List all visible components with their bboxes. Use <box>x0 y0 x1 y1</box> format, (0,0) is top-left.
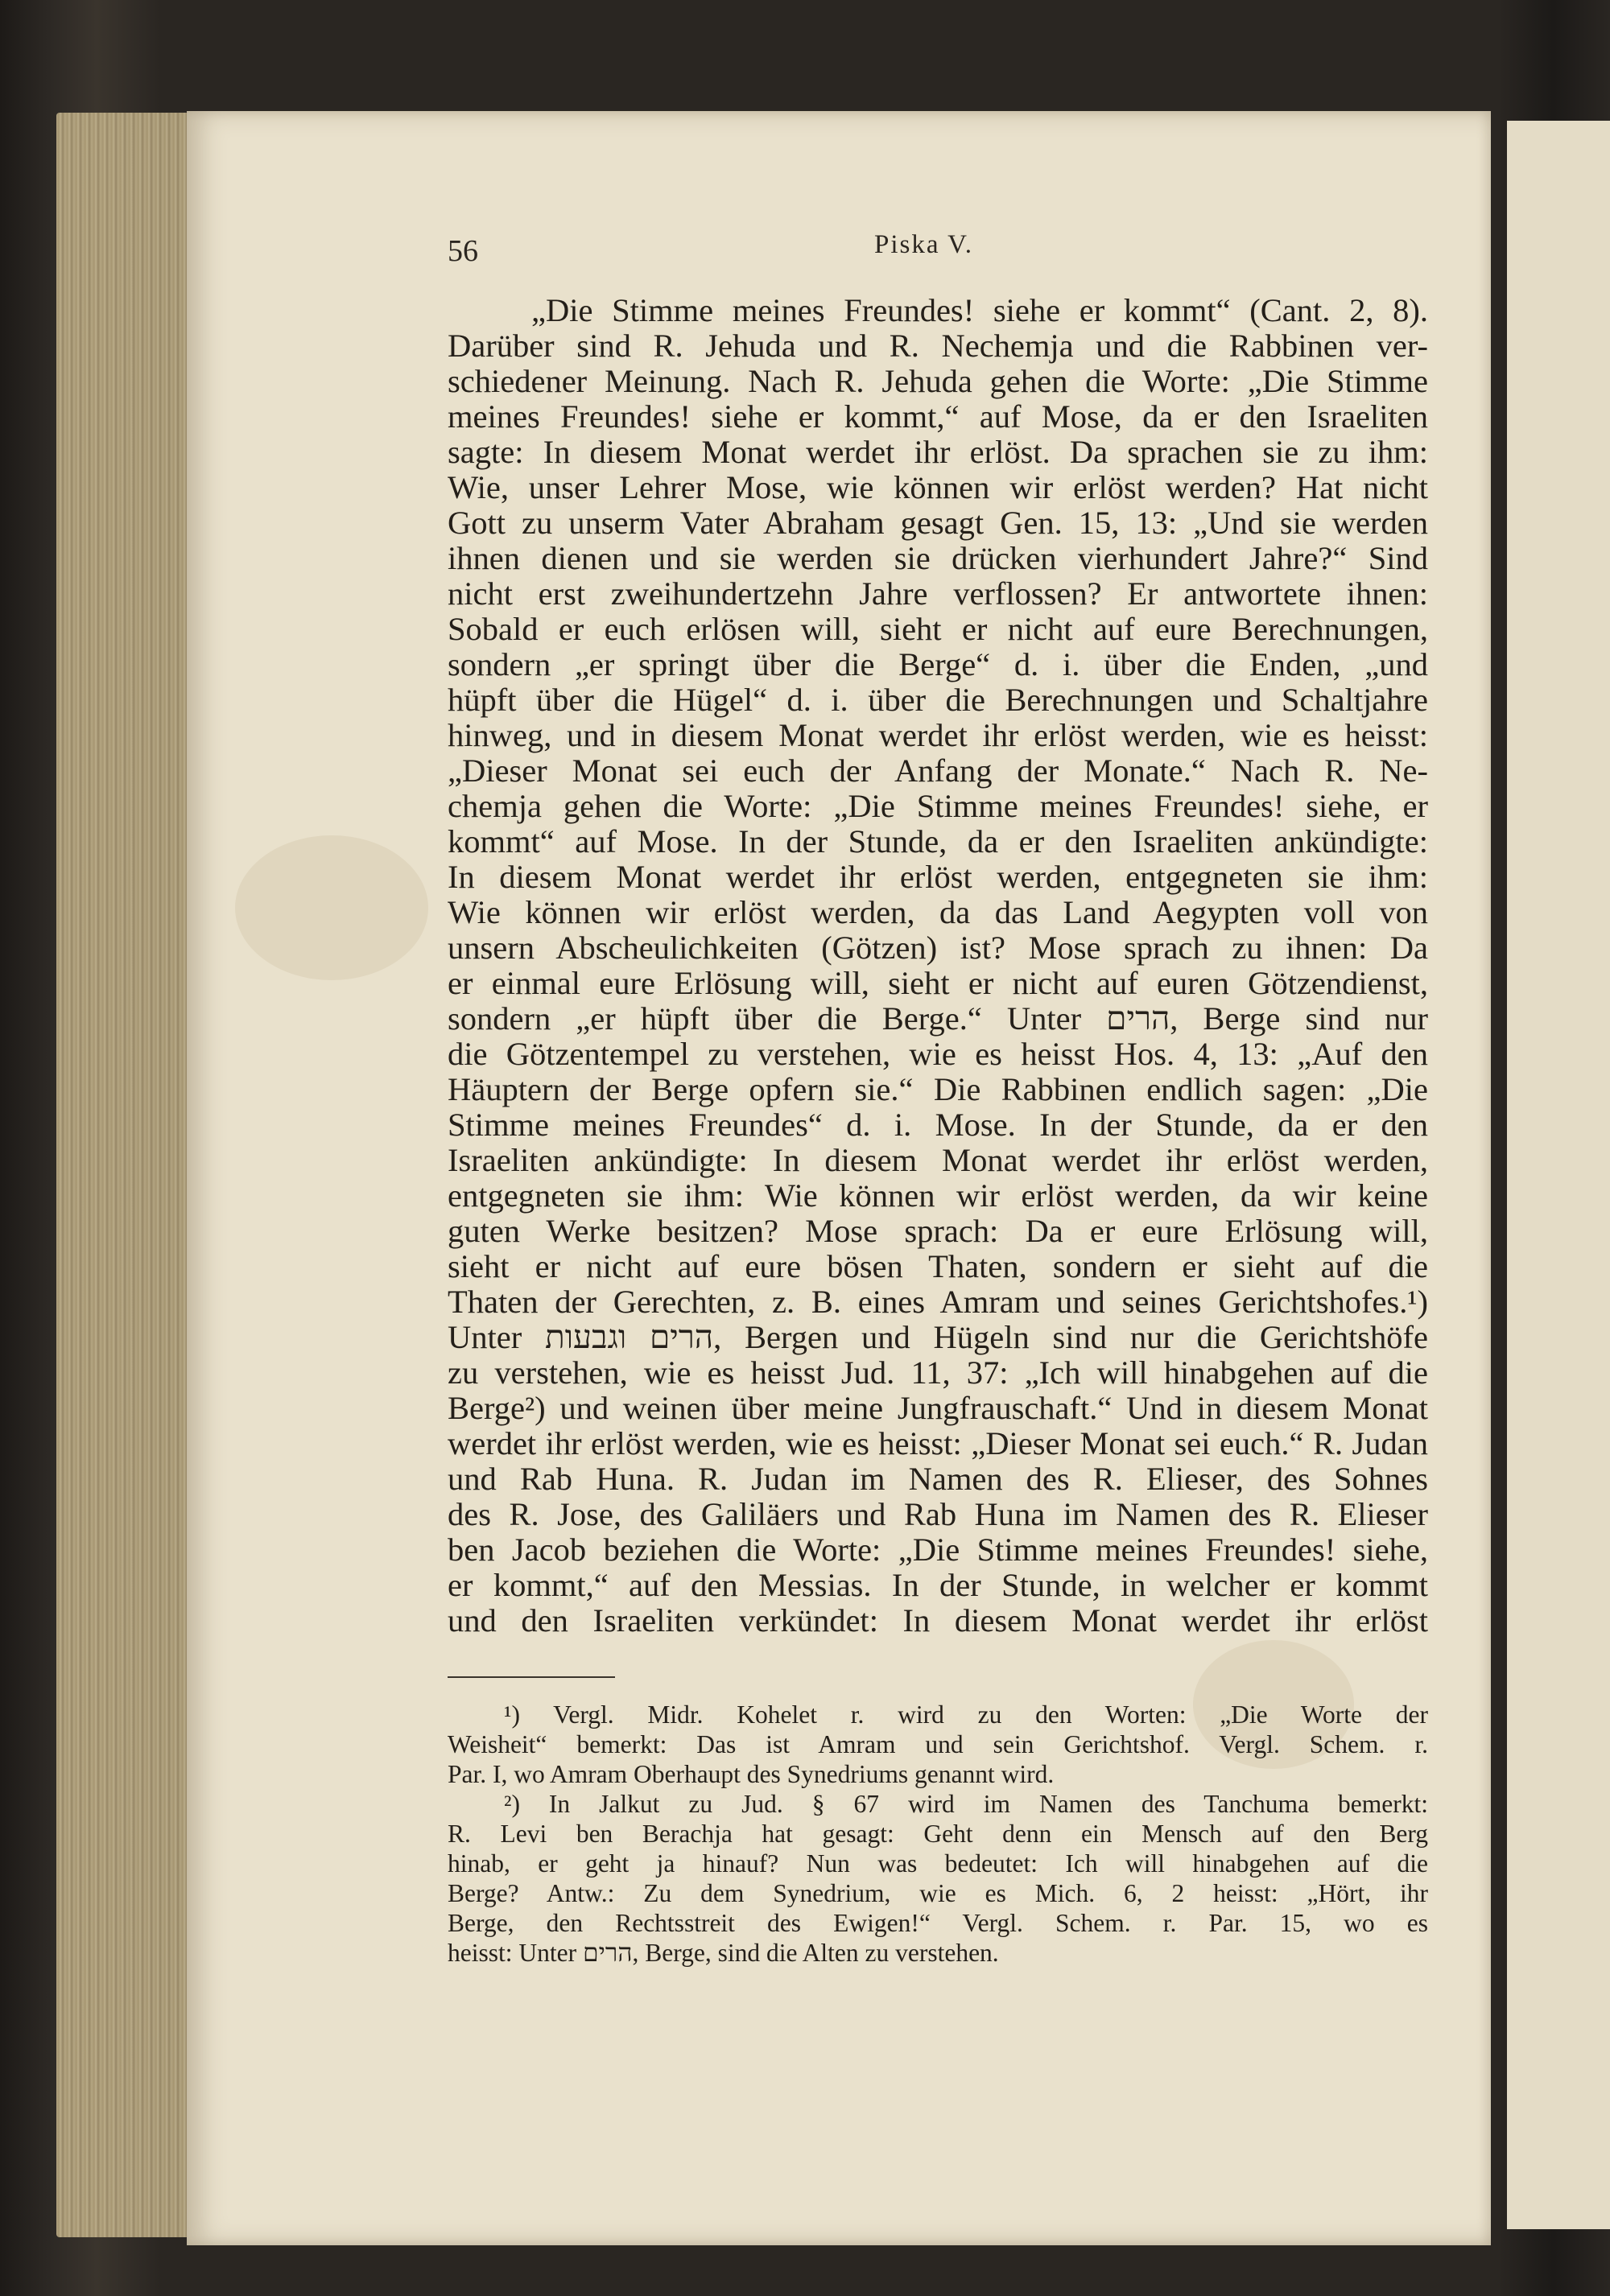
footnote-line: R. Levi ben Berachja hat gesagt: Geht denn ein Mensch auf den Berg <box>448 1820 1428 1848</box>
body-line: chemja gehen die Worte: „Die Stimme meines Freundes! siehe, er <box>448 789 1428 824</box>
body-line: des R. Jose, des Galiläers und Rab Huna im Namen des R. Elieser <box>448 1497 1428 1532</box>
body-line: er einmal eure Erlösung will, sieht er nicht auf euren Götzendienst, <box>448 966 1428 1001</box>
footnote-line: Berge? Antw.: Zu dem Synedrium, wie es Mich. 6, 2 heisst: „Hört, ihr <box>448 1879 1428 1907</box>
body-line: ben Jacob beziehen die Worte: „Die Stimme meines Freundes! siehe, <box>448 1532 1428 1568</box>
footnote-line: Weisheit“ bemerkt: Das ist Amram und sein Gerichtshof. Vergl. Schem. r. <box>448 1730 1428 1758</box>
page-number: 56 <box>448 234 478 268</box>
body-line: ihnen dienen und sie werden sie drücken vierhundert Jahre?“ Sind <box>448 541 1428 576</box>
page-edges <box>56 113 193 2237</box>
body-line: Gott zu unserm Vater Abraham gesagt Gen. 15, 13: „Und sie werden <box>448 505 1428 541</box>
body-line: Sobald er euch erlösen will, sieht er nicht auf eure Berechnungen, <box>448 612 1428 647</box>
body-line: guten Werke besitzen? Mose sprach: Da er eure Erlösung will, <box>448 1214 1428 1249</box>
body-line: Häuptern der Berge opfern sie.“ Die Rabbinen endlich sagen: „Die <box>448 1072 1428 1107</box>
footnote-line: ²) In Jalkut zu Jud. § 67 wird im Namen des Tanchuma bemerkt: <box>504 1790 1428 1818</box>
body-line: Unter הרים וגבעות, Bergen und Hügeln sind nur die Gerichtshöfe <box>448 1320 1428 1355</box>
body-line: entgegneten sie ihm: Wie können wir erlöst werden, da wir keine <box>448 1178 1428 1214</box>
body-line: sondern „er springt über die Berge“ d. i. über die Enden, „und <box>448 647 1428 682</box>
body-line: schiedener Meinung. Nach R. Jehuda gehen die Worte: „Die Stimme <box>448 364 1428 399</box>
running-head <box>448 217 1428 274</box>
body-line: Wie, unser Lehrer Mose, wie können wir erlöst werden? Hat nicht <box>448 470 1428 505</box>
body-line: sagte: In diesem Monat werdet ihr erlöst. Da sprachen sie zu ihm: <box>448 435 1428 470</box>
footnote-line: ¹) Vergl. Midr. Kohelet r. wird zu den Worten: „Die Worte der <box>504 1700 1428 1729</box>
footnote-line: Berge, den Rechtsstreit des Ewigen!“ Vergl. Schem. r. Par. 15, wo es <box>448 1909 1428 1937</box>
body-line: In diesem Monat werdet ihr erlöst werden, entgegneten sie ihm: <box>448 859 1428 895</box>
footnote-line: hinab, er geht ja hinauf? Nun was bedeutet: Ich will hinabgehen auf die <box>448 1849 1428 1878</box>
body-line: zu verstehen, wie es heisst Jud. 11, 37: „Ich will hinabgehen auf die <box>448 1355 1428 1391</box>
body-line: hüpft über die Hügel“ d. i. über die Berechnungen und Schaltjahre <box>448 682 1428 718</box>
body-line: sondern „er hüpft über die Berge.“ Unter הרים, Berge sind nur <box>448 1001 1428 1037</box>
body-line: „Dieser Monat sei euch der Anfang der Monate.“ Nach R. Ne- <box>448 753 1428 789</box>
body-line: Darüber sind R. Jehuda und R. Nechemja und die Rabbinen ver- <box>448 328 1428 364</box>
footnote-divider <box>448 1676 615 1678</box>
body-line: die Götzentempel zu verstehen, wie es heisst Hos. 4, 13: „Auf den <box>448 1037 1428 1072</box>
body-text <box>448 293 1428 1639</box>
body-line: und Rab Huna. R. Judan im Namen des R. Elieser, des Sohnes <box>448 1461 1428 1497</box>
body-line: hinweg, und in diesem Monat werdet ihr erlöst werden, wie es heisst: <box>448 718 1428 753</box>
body-line: er kommt,“ auf den Messias. In der Stunde, in welcher er kommt <box>448 1568 1428 1603</box>
body-line: Wie können wir erlöst werden, da das Land Aegypten voll von <box>448 895 1428 930</box>
body-line: meines Freundes! siehe er kommt,“ auf Mose, da er den Israeliten <box>448 399 1428 435</box>
body-line: werdet ihr erlöst werden, wie es heisst: „Dieser Monat sei euch.“ R. Judan <box>448 1426 1428 1461</box>
footnotes <box>448 1700 1428 1968</box>
body-line: unsern Abscheulichkeiten (Götzen) ist? Mose sprach zu ihnen: Da <box>448 930 1428 966</box>
body-line: „Die Stimme meines Freundes! siehe er kommt“ (Cant. 2, 8). <box>531 293 1428 328</box>
body-line: Israeliten ankündigte: In diesem Monat werdet ihr erlöst werden, <box>448 1143 1428 1178</box>
body-line: Thaten der Gerechten, z. B. eines Amram und seines Gerichtshofes.¹) <box>448 1284 1428 1320</box>
running-title: Piska V. <box>874 230 973 259</box>
body-line: sieht er nicht auf eure bösen Thaten, sondern er sieht auf die <box>448 1249 1428 1284</box>
body-line: Berge²) und weinen über meine Jungfrauschaft.“ Und in diesem Monat <box>448 1391 1428 1426</box>
footnote-line: heisst: Unter הרים, Berge, sind die Alten zu verstehen. <box>448 1939 999 1967</box>
body-line: nicht erst zweihundertzehn Jahre verflossen? Er antwortete ihnen: <box>448 576 1428 612</box>
body-line: kommt“ auf Mose. In der Stunde, da er den Israeliten ankündigte: <box>448 824 1428 859</box>
body-line: Stimme meines Freundes“ d. i. Mose. In der Stunde, da er den <box>448 1107 1428 1143</box>
footnote-line: Par. I, wo Amram Oberhaupt des Synedriums genannt wird. <box>448 1760 1055 1788</box>
paper-stain <box>235 835 428 980</box>
body-line: und den Israeliten verkündet: In diesem Monat werdet ihr erlöst <box>448 1603 1428 1639</box>
facing-page-edge <box>1507 121 1610 2229</box>
